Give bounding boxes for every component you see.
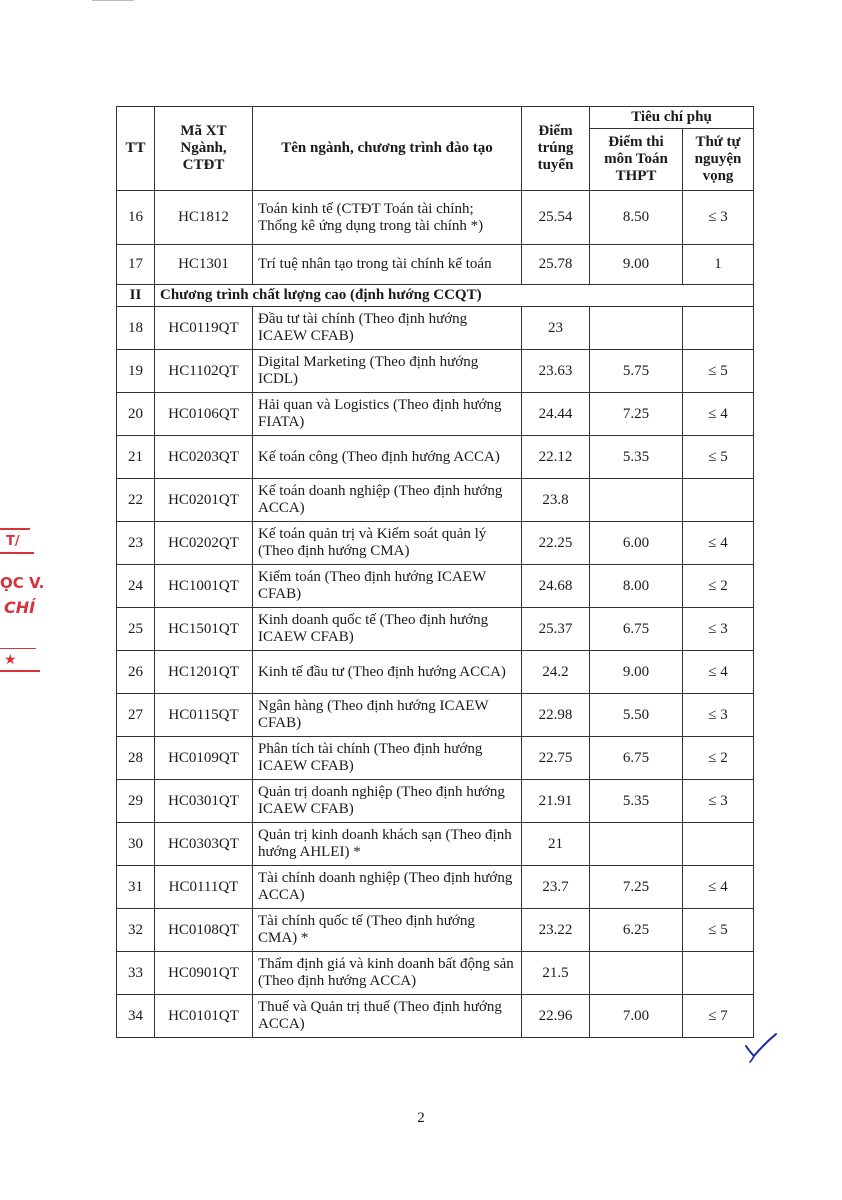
cell-math (590, 823, 683, 866)
cell-tt: 28 (117, 737, 155, 780)
cell-score: 25.78 (522, 245, 590, 285)
cell-score: 22.96 (522, 995, 590, 1038)
cell-math: 6.75 (590, 608, 683, 651)
table-row (117, 608, 754, 651)
cell-score: 25.37 (522, 608, 590, 651)
header-code: Mã XT Ngành, CTĐT (155, 107, 253, 191)
cell-tt: 25 (117, 608, 155, 651)
cell-tt: 17 (117, 245, 155, 285)
cell-tt: 20 (117, 393, 155, 436)
cell-score: 22.98 (522, 694, 590, 737)
cell-code: HC0111QT (155, 866, 253, 909)
stamp-line (0, 648, 36, 649)
cell-tt: 30 (117, 823, 155, 866)
table-row (117, 952, 754, 995)
cell-code: HC0109QT (155, 737, 253, 780)
cell-code: HC0106QT (155, 393, 253, 436)
cell-score: 23.63 (522, 350, 590, 393)
cell-name: Tài chính quốc tế (Theo định hướng CMA) * (253, 909, 522, 952)
table-row (117, 436, 754, 479)
header-tt: TT (117, 107, 155, 191)
cell-name: Đầu tư tài chính (Theo định hướng ICAEW CFAB) (253, 307, 522, 350)
cell-pref: ≤ 4 (683, 651, 754, 694)
cell-math: 7.25 (590, 393, 683, 436)
cell-tt: 23 (117, 522, 155, 565)
scan-edge-mark (92, 0, 134, 1)
cell-name: Quản trị kinh doanh khách sạn (Theo định hướng AHLEI) * (253, 823, 522, 866)
cell-math: 8.50 (590, 191, 683, 245)
red-stamp-fragment (0, 524, 46, 684)
cell-pref: ≤ 3 (683, 694, 754, 737)
admission-score-table (116, 106, 754, 1038)
page-number: 2 (417, 1110, 425, 1126)
cell-tt: 27 (117, 694, 155, 737)
cell-score: 21.91 (522, 780, 590, 823)
table-row (117, 651, 754, 694)
cell-math: 7.25 (590, 866, 683, 909)
cell-tt: 22 (117, 479, 155, 522)
cell-math: 9.00 (590, 245, 683, 285)
cell-math: 9.00 (590, 651, 683, 694)
cell-code: HC1501QT (155, 608, 253, 651)
cell-code: HC1301 (155, 245, 253, 285)
table-row (117, 245, 754, 285)
header-preference-order: Thứ tự nguyện vọng (683, 129, 754, 191)
cell-pref: ≤ 7 (683, 995, 754, 1038)
cell-code: HC0202QT (155, 522, 253, 565)
cell-pref: ≤ 4 (683, 393, 754, 436)
cell-name: Quản trị doanh nghiệp (Theo định hướng ICAEW CFAB) (253, 780, 522, 823)
section-title: Chương trình chất lượng cao (định hướng CCQT) (155, 285, 754, 307)
cell-name: Phân tích tài chính (Theo định hướng ICAEW CFAB) (253, 737, 522, 780)
cell-code: HC1201QT (155, 651, 253, 694)
cell-tt: 19 (117, 350, 155, 393)
cell-pref: ≤ 3 (683, 780, 754, 823)
cell-name: Thẩm định giá và kinh doanh bất động sản (Theo định hướng ACCA) (253, 952, 522, 995)
cell-pref (683, 823, 754, 866)
cell-math: 5.35 (590, 436, 683, 479)
header-math-score: Điểm thi môn Toán THPT (590, 129, 683, 191)
cell-math (590, 307, 683, 350)
header-sub-criteria: Tiêu chí phụ (590, 107, 754, 129)
cell-math: 7.00 (590, 995, 683, 1038)
table-row (117, 479, 754, 522)
cell-tt: 31 (117, 866, 155, 909)
cell-name: Ngân hàng (Theo định hướng ICAEW CFAB) (253, 694, 522, 737)
stamp-text: CHÍ (4, 598, 36, 617)
cell-score: 24.68 (522, 565, 590, 608)
cell-tt: 32 (117, 909, 155, 952)
cell-score: 21 (522, 823, 590, 866)
cell-code: HC0115QT (155, 694, 253, 737)
cell-score: 24.2 (522, 651, 590, 694)
cell-code: HC0201QT (155, 479, 253, 522)
cell-tt: 21 (117, 436, 155, 479)
cell-math: 5.35 (590, 780, 683, 823)
cell-score: 23 (522, 307, 590, 350)
cell-score: 23.7 (522, 866, 590, 909)
table-row (117, 995, 754, 1038)
cell-tt: 18 (117, 307, 155, 350)
cell-tt: 33 (117, 952, 155, 995)
cell-score: 23.8 (522, 479, 590, 522)
cell-tt: 34 (117, 995, 155, 1038)
cell-pref: ≤ 2 (683, 565, 754, 608)
stamp-line (0, 670, 40, 672)
cell-code: HC0119QT (155, 307, 253, 350)
header-score: Điểm trúng tuyển (522, 107, 590, 191)
cell-math: 5.50 (590, 694, 683, 737)
cell-pref: ≤ 4 (683, 522, 754, 565)
header-name: Tên ngành, chương trình đào tạo (253, 107, 522, 191)
cell-name: Digital Marketing (Theo định hướng ICDL) (253, 350, 522, 393)
cell-score: 21.5 (522, 952, 590, 995)
cell-code: HC0303QT (155, 823, 253, 866)
table-row (117, 393, 754, 436)
table-row (117, 191, 754, 245)
cell-name: Kinh doanh quốc tế (Theo định hướng ICAEW CFAB) (253, 608, 522, 651)
cell-pref: ≤ 3 (683, 191, 754, 245)
table-row (117, 909, 754, 952)
stamp-text: ỌC V. (0, 574, 45, 592)
cell-pref: ≤ 4 (683, 866, 754, 909)
cell-name: Kế toán công (Theo định hướng ACCA) (253, 436, 522, 479)
cell-code: HC0101QT (155, 995, 253, 1038)
cell-name: Toán kinh tế (CTĐT Toán tài chính; Thống kê ứng dụng trong tài chính *) (253, 191, 522, 245)
cell-code: HC1102QT (155, 350, 253, 393)
cell-tt: 29 (117, 780, 155, 823)
cell-code: HC1001QT (155, 565, 253, 608)
cell-pref: 1 (683, 245, 754, 285)
cell-score: 24.44 (522, 393, 590, 436)
table-row (117, 823, 754, 866)
cell-pref (683, 307, 754, 350)
cell-code: HC0203QT (155, 436, 253, 479)
cell-name: Thuế và Quản trị thuế (Theo định hướng ACCA) (253, 995, 522, 1038)
cell-name: Trí tuệ nhân tạo trong tài chính kế toán (253, 245, 522, 285)
cell-pref: ≤ 2 (683, 737, 754, 780)
table-row (117, 694, 754, 737)
cell-pref: ≤ 3 (683, 608, 754, 651)
cell-math: 6.75 (590, 737, 683, 780)
cell-tt: 26 (117, 651, 155, 694)
table-row (117, 737, 754, 780)
cell-name: Tài chính doanh nghiệp (Theo định hướng ACCA) (253, 866, 522, 909)
cell-score: 22.75 (522, 737, 590, 780)
cell-math (590, 479, 683, 522)
cell-score: 22.25 (522, 522, 590, 565)
table-row (117, 866, 754, 909)
cell-math (590, 952, 683, 995)
table-row (117, 780, 754, 823)
table-row (117, 565, 754, 608)
cell-score: 23.22 (522, 909, 590, 952)
cell-score: 25.54 (522, 191, 590, 245)
cell-name: Kinh tế đầu tư (Theo định hướng ACCA) (253, 651, 522, 694)
cell-pref: ≤ 5 (683, 909, 754, 952)
cell-pref: ≤ 5 (683, 350, 754, 393)
cell-name: Kế toán doanh nghiệp (Theo định hướng ACCA) (253, 479, 522, 522)
table-row (117, 307, 754, 350)
cell-name: Kế toán quản trị và Kiểm soát quản lý (Theo định hướng CMA) (253, 522, 522, 565)
cell-code: HC0301QT (155, 780, 253, 823)
cell-math: 6.00 (590, 522, 683, 565)
stamp-text: T/ (6, 534, 20, 549)
cell-math: 5.75 (590, 350, 683, 393)
section-row (117, 285, 754, 307)
table-row (117, 522, 754, 565)
cell-tt: 24 (117, 565, 155, 608)
cell-pref (683, 479, 754, 522)
cell-code: HC0901QT (155, 952, 253, 995)
section-number: II (117, 285, 155, 307)
cell-name: Hải quan và Logistics (Theo định hướng FIATA) (253, 393, 522, 436)
cell-code: HC1812 (155, 191, 253, 245)
cell-name: Kiểm toán (Theo định hướng ICAEW CFAB) (253, 565, 522, 608)
table-row (117, 350, 754, 393)
stamp-line (0, 528, 30, 530)
cell-code: HC0108QT (155, 909, 253, 952)
cell-pref: ≤ 5 (683, 436, 754, 479)
star-icon: ★ (4, 652, 17, 668)
cell-math: 8.00 (590, 565, 683, 608)
cell-pref (683, 952, 754, 995)
cell-math: 6.25 (590, 909, 683, 952)
stamp-line (0, 552, 34, 554)
cell-tt: 16 (117, 191, 155, 245)
cell-score: 22.12 (522, 436, 590, 479)
signature-mark (740, 1026, 780, 1066)
